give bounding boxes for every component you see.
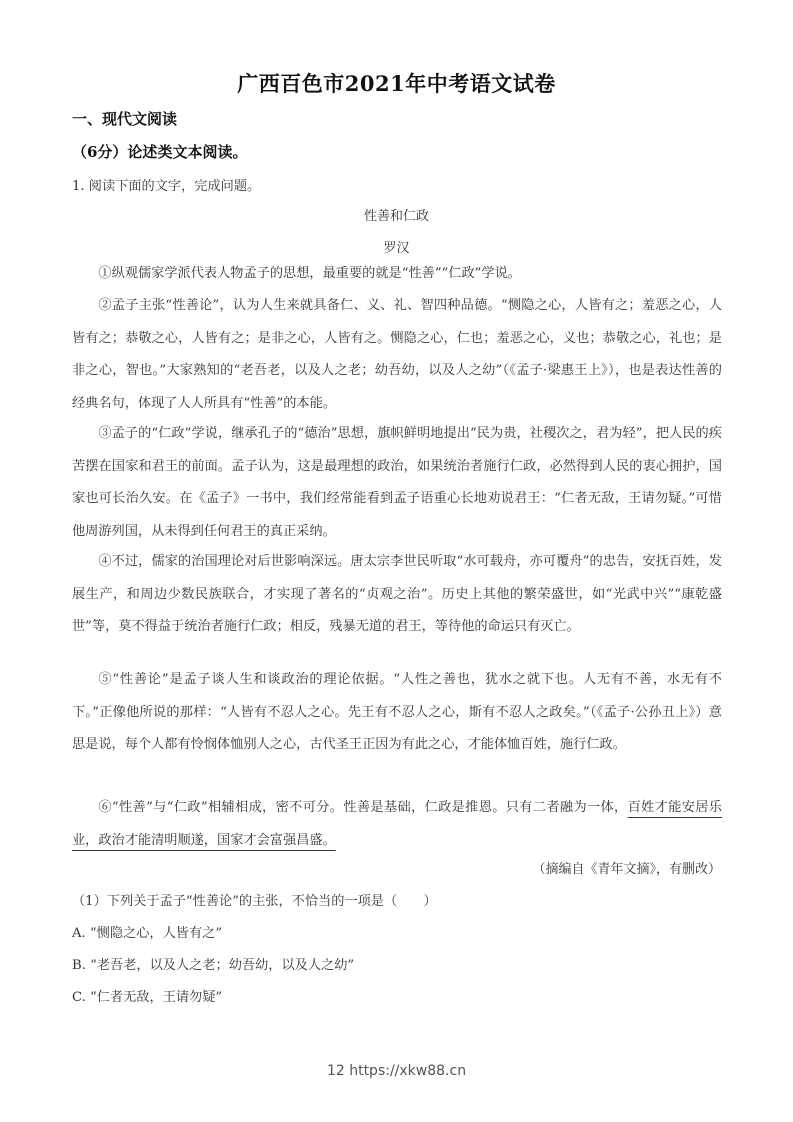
page-footer: 12 https://xkw88.cn — [326, 1063, 467, 1079]
option-a: A. “恻隐之心，人皆有之” — [72, 926, 223, 941]
option-b: B. “老吾老，以及人之老；幼吾幼，以及人之幼” — [72, 958, 355, 973]
subsection-heading: （6分）论述类文本阅读。 — [72, 143, 248, 161]
section-heading: 一、现代文阅读 — [72, 110, 178, 128]
paragraph-5: ⑤“性善论”是孟子谈人生和谈政治的理论依据。“人性之善也，犹水之就下也。人无有不善，水无有不下。”正像他所说的那样：“人皆有不忍人之心。先王有不忍人之心，斯有不忍人之政矣。”（《孟子·公孙丑上》）意思是说，每个人都有怜悯体恤别人之心，古代圣王正因为有此之心，才能体恤百姓，施行仁政。 — [72, 672, 722, 752]
question-intro: 1. 阅读下面的文字，完成问题。 — [72, 179, 261, 194]
option-c: C. “仁者无敌，王请勿疑” — [72, 990, 223, 1005]
article-author: 罗汉 — [383, 241, 410, 256]
page-title: 广西百色市2021年中考语文试卷 — [237, 71, 556, 96]
paragraph-6-text: ⑥“性善”与“仁政”相辅相成，密不可分。性善是基础，仁政是推恩。只有二者融为一体， — [98, 800, 628, 815]
paragraph-2: ②孟子主张“性善论”，认为人生来就具备仁、义、礼、智四种品德。“恻隐之心，人皆有之；羞恶之心，人皆有之；恭敬之心，人皆有之；是非之心，人皆有之。恻隐之心，仁也；羞恶之心，义也；恭敬之心，礼也；是非之心，智也。”大家熟知的“老吾老，以及人之老；幼吾幼，以及人之幼”（《孟子·梁惠王上》），也是表达性善的经典名句，体现了人人所具有“性善”的本能。 — [72, 298, 722, 411]
paragraph-1: ①纵观儒家学派代表人物孟子的思想，最重要的就是“性善”“仁政”学说。 — [98, 266, 521, 281]
paragraph-6-underlined: 百姓才能安居乐业，政治才能清明顺遂，国家才会富强昌盛。 — [72, 800, 722, 848]
paragraph-3: ③孟子的“仁政”学说，继承孔子的“德治”思想，旗帜鲜明地提出“民为贵，社稷次之，君为轻”，把人民的疾苦摆在国家和君王的前面。孟子认为，这是最理想的政治，如果统治者施行仁政，必然得到人民的衷心拥护，国家也可长治久安。在《孟子》一书中，我们经常能看到孟子语重心长地劝说君王：“仁者无敌，王请勿疑。”可惜他周游列国，从未得到任何君王的真正采纳。 — [72, 426, 722, 539]
article-source: （摘编自《青年文摘》，有删改） — [532, 862, 721, 877]
paragraph-4: ④不过，儒家的治国理论对后世影响深远。唐太宗李世民听取“水可载舟，亦可覆舟”的忠告，安抚百姓，发展生产，和周边少数民族联合，才实现了著名的“贞观之治”。历史上其他的繁荣盛世，如“光武中兴”“康乾盛世”等，莫不得益于统治者施行仁政；相反，残暴无道的君王，等待他的命运只有灭亡。 — [72, 554, 722, 634]
paragraph-6 — [72, 792, 722, 857]
article-title: 性善和仁政 — [363, 209, 429, 224]
question-1-stem: （1）下列关于孟子“性善论”的主张，不恰当的一项是（ ） — [72, 894, 437, 909]
